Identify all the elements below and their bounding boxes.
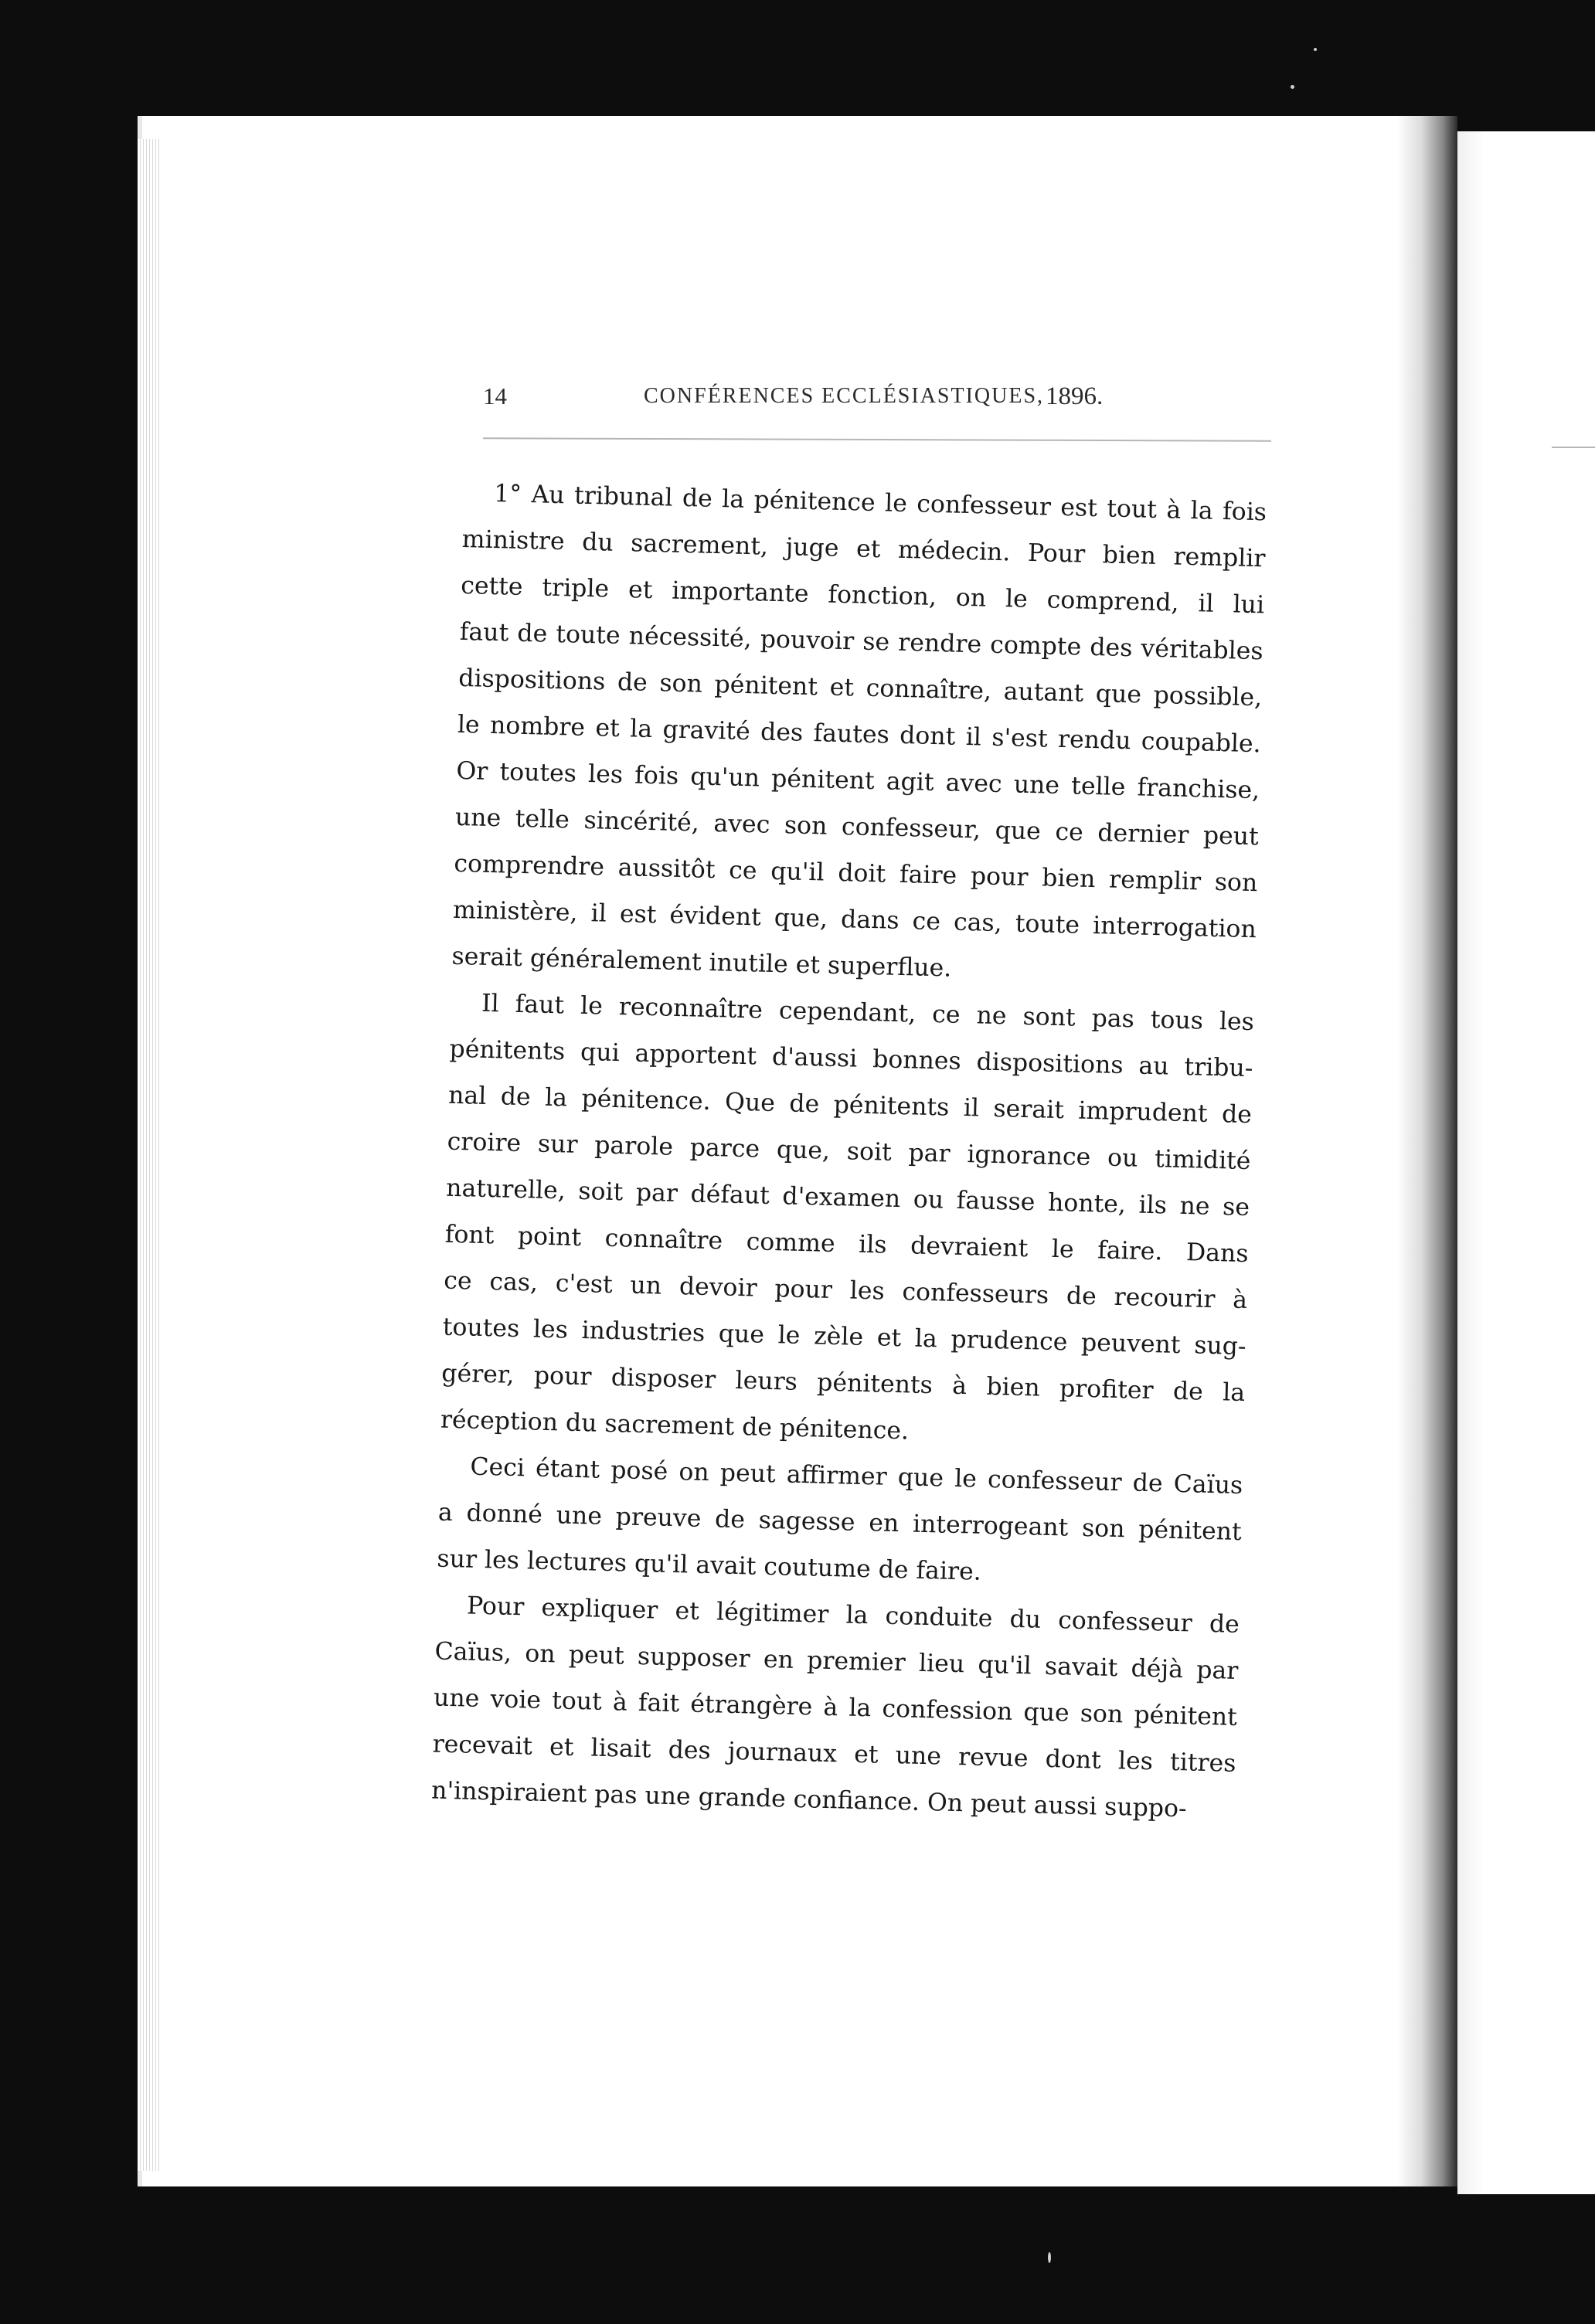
text-line: n'inspiraient pas une grande confiance. On peut aussi suppo- xyxy=(430,1776,1188,1823)
paragraph xyxy=(451,470,1267,999)
page-edge-stack xyxy=(138,139,161,2171)
paragraph xyxy=(430,1582,1240,1833)
text-line: Ceci étant posé on peut affirmer que le confesseur de Caïus xyxy=(470,1452,1243,1500)
text-line: faut de toute nécessité, pouvoir se rendre compte des véritables xyxy=(459,617,1263,666)
text-line: Il faut le reconnaître cependant, ce ne sont pas tous les xyxy=(481,989,1255,1037)
header-year: 1896. xyxy=(1046,382,1104,410)
page-number: 14 xyxy=(483,382,507,409)
text-line: Or toutes les fois qu'un pénitent agit avec une telle franchise, xyxy=(456,756,1260,805)
text-line: dispositions de son pénitent et connaître, autant que possible, xyxy=(457,664,1263,712)
text-line: Caïus, on peut supposer en premier lieu qu'il savait déjà par xyxy=(434,1637,1239,1685)
text-line: recevait et lisait des journaux et une revue dont les titres xyxy=(432,1730,1236,1778)
running-title: CONFÉRENCES ECCLÉSIASTIQUES, xyxy=(644,384,1045,408)
text-line: gérer, pour disposer leurs pénitents à bien profiter de la xyxy=(440,1359,1246,1408)
text-line: font point connaître comme ils devraient le faire. Dans xyxy=(444,1220,1249,1269)
text-line: ministère, il est évident que, dans ce cas, toute interrogation xyxy=(452,895,1257,944)
text-line: le nombre et la gravité des fautes dont il s'est rendu coupable. xyxy=(457,710,1262,759)
text-line: a donné une preuve de sagesse en interrogeant son pénitent xyxy=(437,1498,1243,1547)
book-gutter xyxy=(1397,116,1457,2186)
text-line: naturelle, soit par défaut d'examen ou fausse honte, ils ne se xyxy=(445,1174,1250,1222)
page-header xyxy=(483,377,1271,416)
text-line: ce cas, c'est un devoir pour les confesseurs de recourir à xyxy=(443,1266,1248,1315)
body-text xyxy=(430,470,1267,1833)
text-line: comprendre aussitôt ce qu'il doit faire pour bien remplir son xyxy=(454,849,1258,898)
text-line: serait généralement inutile et superflue. xyxy=(451,942,952,983)
text-line: une telle sincérité, avec son confesseur, que ce dernier peut xyxy=(454,803,1260,851)
text-line: nal de la pénitence. Que de pénitents il serait imprudent de xyxy=(447,1081,1253,1130)
right-page xyxy=(1457,131,1595,2194)
text-line: toutes les industries que le zèle et la prudence peuvent sug- xyxy=(442,1313,1247,1361)
paragraph xyxy=(440,980,1254,1463)
text-line: 1° Au tribunal de la pénitence le confesseur est tout à la fois xyxy=(493,479,1267,527)
text-line: pénitents qui apportent d'aussi bonnes dispositions au tribu- xyxy=(449,1035,1253,1083)
facing-header-rule xyxy=(1552,447,1595,448)
text-line: une voie tout à fait étrangère à la confession que son pénitent xyxy=(433,1684,1238,1731)
text-line: réception du sacrement de pénitence. xyxy=(440,1405,910,1446)
text-line: ministre du sacrement, juge et médecin. Pour bien remplir xyxy=(461,525,1266,573)
text-line: cette triple et importante fonction, on le comprend, il lui xyxy=(460,571,1265,620)
text-line: Pour expliquer et légitimer la conduite du confesseur de xyxy=(466,1592,1240,1639)
text-line: croire sur parole parce que, soit par ignorance ou timidité xyxy=(447,1127,1251,1176)
text-line: sur les lectures qu'il avait coutume de faire. xyxy=(437,1544,982,1586)
paragraph xyxy=(437,1443,1243,1602)
